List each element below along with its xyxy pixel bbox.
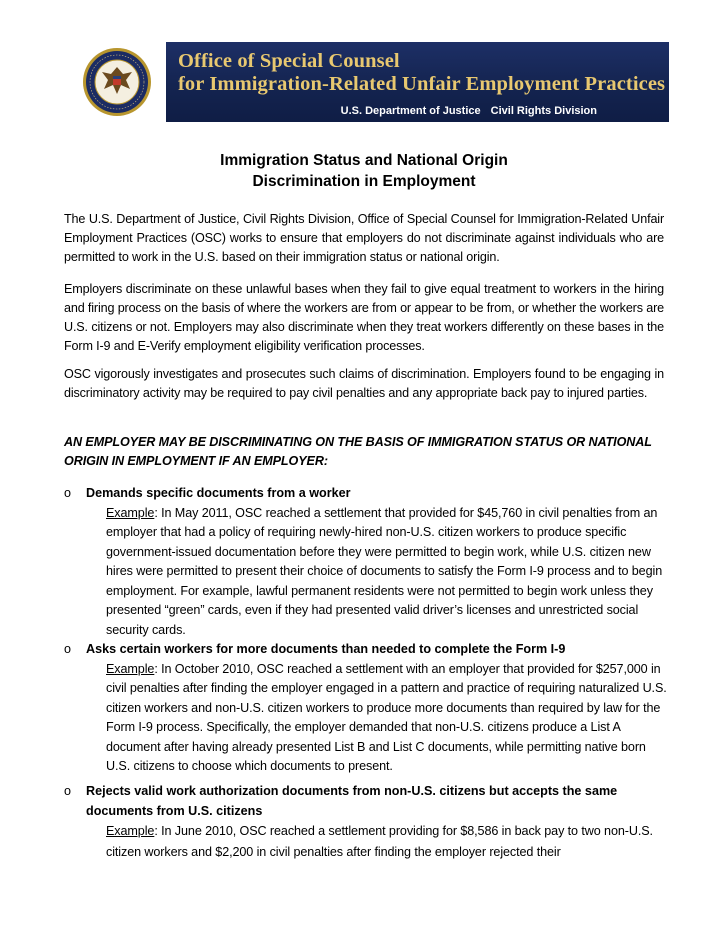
- example-text: : In May 2011, OSC reached a settlement that provided for $45,760 in civil penalties from an employer that had a policy of requiring newly-hired non-U.S. citizen workers to produce specific government-issued documentation before they were permitted to begin work, while U.S. citizen new hires were permitted to present their choice of documents to satisfy the Form I-9 process and to begin employment. For example, lawful permanent residents were not permitted to begin work unless they presented “green” cards, even if they had presented valid driver’s licenses and unrestricted social security cards.: [106, 505, 663, 637]
- page-title: [64, 150, 664, 192]
- example-label: Example: [106, 505, 155, 520]
- example-label: Example: [106, 824, 155, 838]
- osc-paragraph: OSC vigorously investigates and prosecutes such claims of discrimination. Employers found to be engaging in discriminatory activity may be required to pay civil penalties and any appropriate back pay to injured parties.: [64, 367, 664, 400]
- intro-paragraph: The U.S. Department of Justice, Civil Rights Division, Office of Special Counsel for Immigration-Related Unfair Employment Practices (OSC) works to ensure that employers do not discriminate against individuals who are permitted to work in the U.S. based on their immigration status or national origin.: [64, 212, 664, 264]
- bullet-heading-text: Rejects valid work authorization documents from non-U.S. citizens but accepts the same documents from U.S. citizens: [86, 784, 618, 818]
- bullet-circle-icon: o: [64, 486, 72, 500]
- banner-title-line2: for Immigration-Related Unfair Employment Practices: [178, 73, 666, 95]
- banner-title-line1: Office of Special Counsel: [178, 50, 400, 72]
- banner-title: [178, 50, 665, 96]
- page-title-line1: Immigration Status and National Origin: [220, 152, 508, 169]
- section-heading: AN EMPLOYER MAY BE DISCRIMINATING ON THE BASIS OF IMMIGRATION STATUS OR NATIONAL ORIGIN IN EMPLOYMENT IF AN EMPLOYER:: [64, 435, 652, 468]
- seal-container: [66, 42, 166, 122]
- employers-paragraph: Employers discriminate on these unlawful bases when they fail to give equal treatment to workers in the hiring and firing process on the basis of where the workers are from or appear to be from, or whether the workers are U.S. citizens or not. Employers may also discriminate when they treat workers differently on these bases in the Form I-9 and E-Verify employment eligibility verification processes.: [64, 282, 664, 353]
- banner-dept: U.S. Department of Justice: [340, 105, 481, 117]
- bullet-heading-text: Asks certain workers for more documents than needed to complete the Form I-9: [86, 642, 566, 656]
- bullet-heading-text: Demands specific documents from a worker: [86, 486, 351, 500]
- example-label: Example: [106, 661, 155, 676]
- bullet-heading: [64, 640, 669, 660]
- list-item: [64, 484, 669, 640]
- bullet-heading: [64, 782, 669, 821]
- osc-banner: [66, 42, 669, 122]
- doj-seal-icon: [82, 47, 152, 117]
- bullet-example: [64, 504, 669, 641]
- bullet-heading: [64, 484, 669, 504]
- bullet-example: [64, 660, 669, 777]
- list-item: [64, 640, 669, 777]
- banner-division: Civil Rights Division: [490, 105, 597, 117]
- bullet-example: [64, 821, 669, 863]
- page-title-line2: Discrimination in Employment: [252, 173, 476, 190]
- banner-subtitle: [341, 104, 597, 118]
- bullet-circle-icon: o: [64, 784, 72, 798]
- example-text: : In June 2010, OSC reached a settlement providing for $8,586 in back pay to two non-U.S. citizen workers and $2,200 in civil penalties after finding the employer rejected their: [106, 824, 653, 859]
- example-text: : In October 2010, OSC reached a settlement with an employer that provided for $257,000 in civil penalties after finding the employer engaged in a pattern and practice of requiring naturalized U.S. citizen workers and non-U.S. citizen workers to produce more documents than required by law for the Form I-9 process. Specifically, the employer demanded that non-U.S. citizens produce a List A document after having already presented List B and List C documents, while permitting native born U.S. citizens to choose which documents to present.: [106, 661, 667, 773]
- list-item: [64, 782, 669, 863]
- bullet-circle-icon: o: [64, 642, 72, 656]
